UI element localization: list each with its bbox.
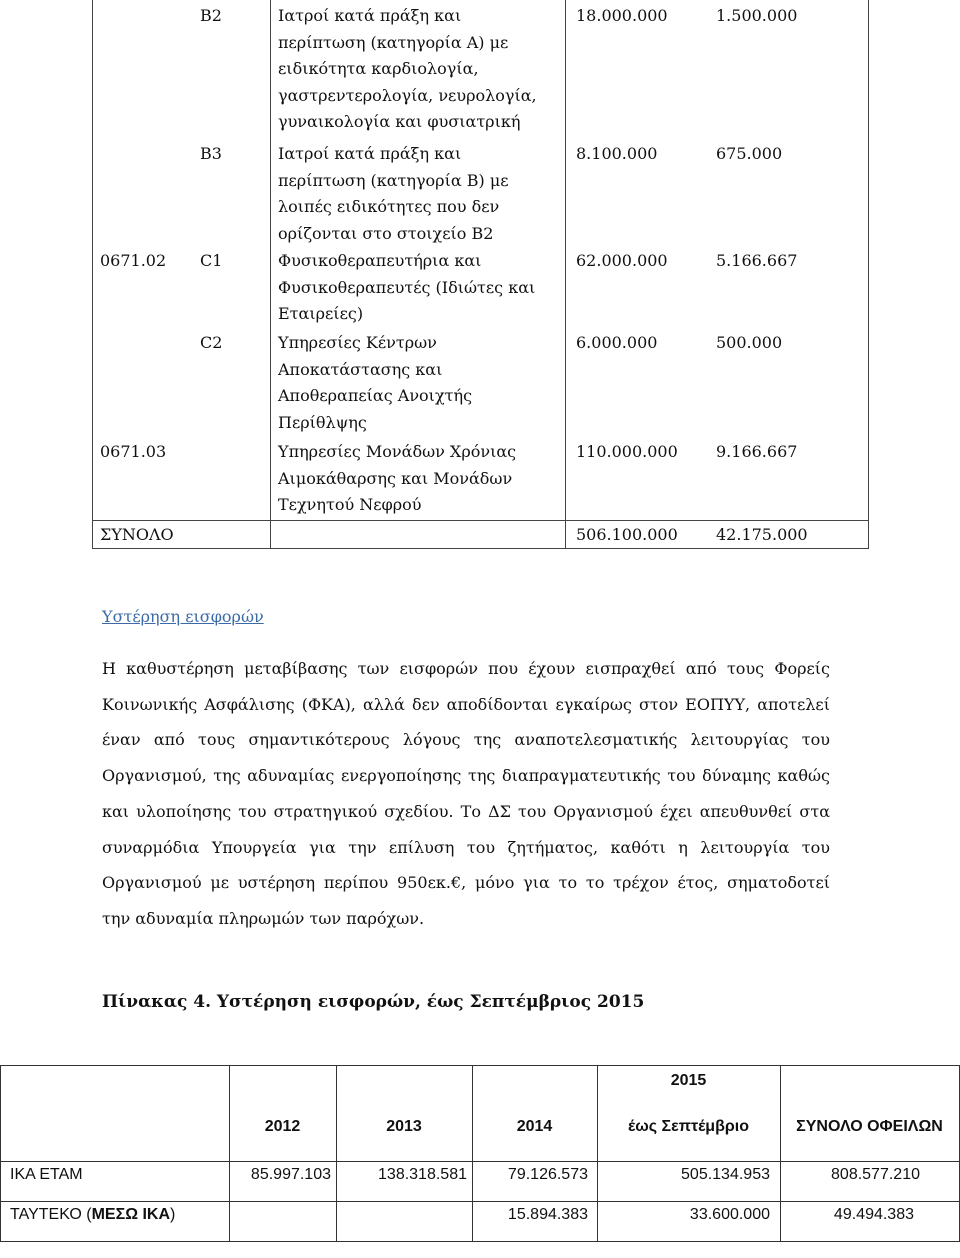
desc-line: Αιμοκάθαρσης και Μονάδων [278, 468, 513, 488]
desc-line: Φυσικοθεραπευτήρια και [278, 251, 482, 270]
row-tayteko-name [10, 1206, 175, 1224]
paragraph-line: Κοινωνικής Ασφάλισης (ΦΚΑ), αλλά δεν αποδίδονται εγκαίρως στον ΕΟΠΥΥ, αποτελεί [102, 694, 830, 714]
budget-table [92, 0, 869, 549]
row-divider [0, 1201, 960, 1202]
paragraph-line: Η καθυστέρηση μεταβίβασης των εισφορών που έχουν εισπραχθεί από τους Φορείς [102, 659, 830, 678]
desc-line: ορίζονται στο στοιχείο Β2 [278, 223, 494, 243]
row-ika-2012: 85.997.103 [250, 1166, 331, 1183]
header-2015: 2015 [670, 1072, 707, 1089]
row-b3-desc [278, 141, 509, 247]
desc-line: Ιατροί κατά πράξη και [278, 6, 462, 25]
col-divider-2 [565, 0, 566, 549]
section-heading-link[interactable]: Υστέρηση εισφορών [102, 607, 264, 626]
header-2015-sub: έως Σεπτέμβριο [628, 1118, 749, 1135]
paragraph-line: την αδυναμία πληρωμών των παρόχων. [102, 908, 425, 928]
desc-line: γυναικολογία και φυσιατρική [278, 112, 521, 131]
row-b2-sub: B2 [200, 6, 222, 25]
desc-line: Αποθεραπείας Ανοιχτής [278, 386, 473, 405]
row-0671-03-code: 0671.03 [100, 442, 167, 461]
row-b2-monthly: 1.500.000 [716, 6, 798, 25]
header-divider [0, 1161, 960, 1162]
total-monthly: 42.175.000 [716, 525, 808, 544]
row-c2-monthly: 500.000 [716, 333, 783, 352]
row-c1-code: 0671.02 [100, 251, 167, 270]
col-line [229, 1065, 230, 1242]
col-line [0, 1065, 1, 1242]
total-row-divider [92, 520, 869, 521]
col-divider-1 [270, 0, 271, 549]
paragraph-line: συναρμόδια Υπουργεία για την επίλυση του ζητήματος, καθότι η λειτουργία του [102, 837, 830, 857]
total-label: ΣΥΝΟΛΟ [100, 525, 174, 544]
desc-line: Ιατροί κατά πράξη και [278, 144, 462, 163]
table-border-bottom [0, 1241, 960, 1242]
row-b3-amount: 8.100.000 [576, 144, 658, 163]
row-c1-desc [278, 248, 535, 328]
row-tayteko-2015: 33.600.000 [689, 1206, 770, 1223]
row-b2-amount: 18.000.000 [576, 6, 668, 25]
row-c1-amount: 62.000.000 [576, 251, 668, 270]
row-tayteko-total: 49.494.383 [833, 1206, 914, 1223]
table-border-top [0, 1065, 960, 1066]
contributions-table [0, 1065, 960, 1258]
section-paragraph [102, 651, 830, 937]
row-tayteko-2014: 15.894.383 [507, 1206, 588, 1223]
table-caption: Πίνακας 4. Υστέρηση εισφορών, έως Σεπτέμβριος 2015 [102, 992, 645, 1012]
paragraph-line: Οργανισμού, της αδυναμίας ενεργοποίησης της διαπραγματευτικής του δύναμης καθώς [102, 766, 830, 786]
paragraph-line: Οργανισμού με υστέρηση περίπου 950εκ.€, μόνο για το το τρέχον έτος, σηματοδοτεί [102, 873, 830, 893]
paragraph-line: και υλοποίησης του στρατηγικού σχεδίου. Το ΔΣ του Οργανισμού έχει απευθυνθεί στα [102, 801, 830, 821]
desc-line: περίπτωση (κατηγορία Β) με [278, 170, 509, 190]
header-2012: 2012 [264, 1118, 301, 1135]
desc-line: περίπτωση (κατηγορία Α) με [278, 32, 509, 52]
row-b2-desc [278, 3, 537, 136]
row-tayteko-name-bold: ΜΕΣΩ ΙΚΑ [91, 1206, 171, 1223]
header-total: ΣΥΝΟΛΟ ΟΦΕΙΛΩΝ [796, 1118, 943, 1135]
total-amount: 506.100.000 [576, 525, 678, 544]
row-ika-name: ΙΚΑ ΕΤΑΜ [10, 1166, 83, 1183]
desc-line: Υπηρεσίες Κέντρων [278, 333, 437, 352]
row-ika-2014: 79.126.573 [507, 1166, 588, 1183]
row-b3-sub: B3 [200, 144, 222, 163]
row-c2-sub: C2 [200, 333, 223, 352]
row-tayteko-name-tail: ) [170, 1206, 176, 1223]
row-c2-desc [278, 330, 472, 436]
desc-line: ειδικότητα καρδιολογία, [278, 59, 479, 78]
desc-line: Εταιρείες) [278, 304, 364, 323]
row-ika-2013: 138.318.581 [378, 1166, 467, 1183]
header-2014: 2014 [516, 1118, 553, 1135]
desc-line: Φυσικοθεραπευτές (Ιδιώτες και [278, 277, 536, 297]
row-c2-amount: 6.000.000 [576, 333, 658, 352]
row-ika-2015: 505.134.953 [681, 1166, 770, 1183]
desc-line: Τεχνητού Νεφρού [278, 495, 422, 514]
header-2013: 2013 [386, 1118, 422, 1135]
col-line [336, 1065, 337, 1242]
row-ika-total: 808.577.210 [831, 1166, 920, 1183]
row-b3-monthly: 675.000 [716, 144, 783, 163]
paragraph-line: έναν από τους σημαντικότερους λόγους της αναποτελεσματικής λειτουργίας του [102, 730, 830, 750]
row-c1-sub: C1 [200, 251, 223, 270]
desc-line: λοιπές ειδικότητες που δεν [278, 197, 500, 216]
row-0671-03-desc [278, 439, 516, 519]
desc-line: Αποκατάστασης και [278, 359, 443, 379]
desc-line: Υπηρεσίες Μονάδων Χρόνιας [278, 442, 517, 461]
desc-line: γαστρεντερολογία, νευρολογία, [278, 85, 537, 105]
row-0671-03-monthly: 9.166.667 [716, 442, 798, 461]
row-tayteko-name-plain: ΤΑΥΤΕΚΟ ( [10, 1206, 92, 1223]
row-c1-monthly: 5.166.667 [716, 251, 798, 270]
desc-line: Περίθλψης [278, 412, 367, 432]
row-0671-03-amount: 110.000.000 [576, 442, 678, 461]
